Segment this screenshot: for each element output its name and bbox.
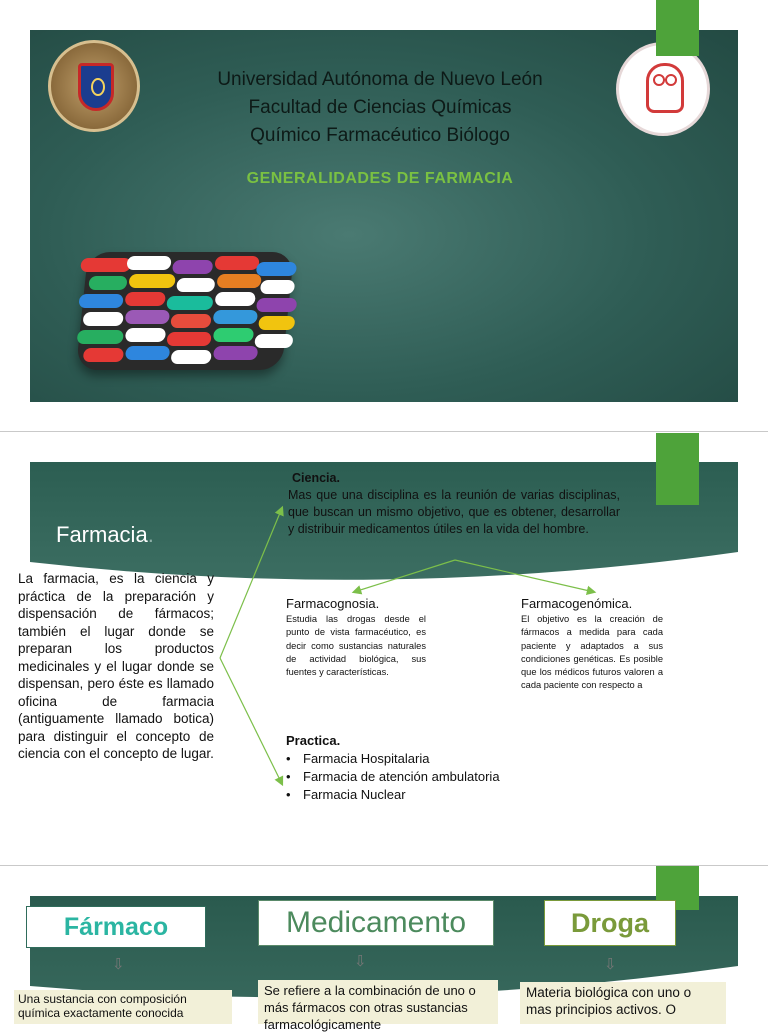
faculty-name: Facultad de Ciencias Químicas	[248, 97, 512, 118]
slide2-heading: Farmacia.	[56, 522, 154, 547]
practica-title: Practica.	[286, 733, 341, 748]
farmacogenomica-text: El objetivo es la creación de fármacos a medida para cada paciente y adaptados a sus condiciones genéticas. Es posible que los médicos futuros valoren a cada paciente con respecto a	[521, 614, 663, 691]
ciencia-title: Ciencia.	[292, 471, 340, 485]
farmacogenomica-title: Farmacogenómica.	[521, 596, 633, 611]
practica-block	[286, 732, 586, 804]
program-name: Químico Farmacéutico Biólogo	[250, 125, 510, 146]
university-name: Universidad Autónoma de Nuevo León	[217, 69, 543, 90]
down-arrow-icon: ⇩	[354, 952, 367, 970]
practica-list	[286, 750, 586, 804]
medicamento-definition: Se refiere a la combinación de uno o más fármacos con otras sustancias farmacológicamente	[258, 980, 498, 1024]
droga-definition: Materia biológica con uno o mas principios activos. O	[520, 982, 726, 1024]
ciencia-block	[288, 470, 620, 538]
list-item: • Farmacia de atención ambulatoria	[286, 768, 586, 786]
down-arrow-icon: ⇩	[112, 955, 125, 973]
farmacognosia-title: Farmacognosia.	[286, 596, 380, 611]
farmaco-definition: Una sustancia con composición química exactamente conocida	[14, 990, 232, 1024]
farmacognosia-text: Estudia las drogas desde el punto de vista farmacéutico, es decir como sustancias naturales de actividad biológica, sus fuentes y características.	[286, 614, 426, 678]
medicamento-label: Medicamento	[258, 900, 494, 946]
farmacia-definition: La farmacia, es la ciencia y práctica de la preparación y dispensación de fármacos; también el lugar donde se preparan los productos medicinales y el lugar donde se dispensan, pero éste es llamado oficina de farmacia (antiguamente llamado botica) para distinguir el concepto de ciencia con el concepto de lugar.	[18, 571, 214, 761]
presentation-title: GENERALIDADES DE FARMACIA	[246, 170, 514, 187]
farmacogenomica-block	[521, 596, 663, 693]
droga-label: Droga	[544, 900, 676, 946]
slide-divider	[0, 865, 768, 866]
list-item: • Farmacia Hospitalaria	[286, 750, 586, 768]
farmacognosia-block	[286, 596, 426, 679]
down-arrow-icon: ⇩	[604, 955, 617, 973]
ciencia-text: Mas que una disciplina es la reunión de varias disciplinas, que buscan un mismo objetivo, que es obtener, desarrollar y distribuir medicamentos útiles en la vida del hombre.	[288, 488, 620, 536]
list-item: • Farmacia Nuclear	[286, 786, 586, 804]
heading-text: Farmacia	[56, 522, 148, 547]
farmaco-label: Fármaco	[26, 906, 206, 948]
